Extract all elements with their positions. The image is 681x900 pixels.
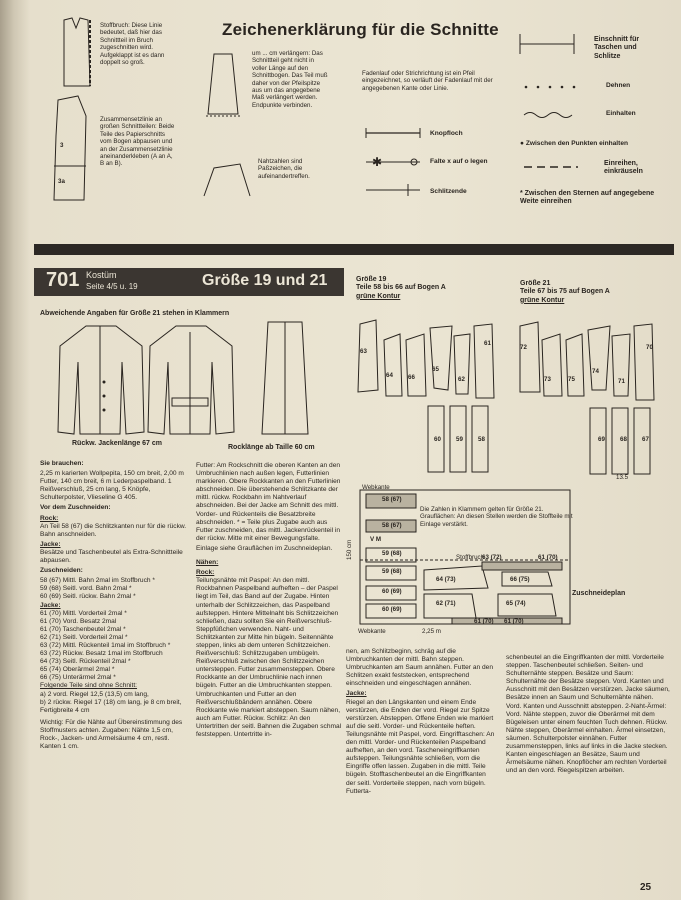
plan-piece: 59 (68) (382, 550, 402, 557)
s19-part-66: 66 (408, 374, 415, 381)
plan-width-label: 150 cm (346, 539, 353, 560)
plan-piece: 58 (67) (382, 522, 402, 529)
size19-block (356, 276, 506, 301)
size19-teile: Teile 58 bis 66 auf Bogen A (356, 284, 446, 292)
abweichend-text: Abweichende Angaben für Größe 21 stehen in Klammern (40, 310, 230, 317)
einschnitt-icon (518, 34, 578, 54)
list-item: 59 (68) Seitl. vord. Bahn 2mal * (40, 585, 132, 593)
rock-laenge: Rocklänge ab Taille 60 cm (228, 444, 315, 451)
s19-part-60: 60 (434, 436, 441, 443)
plan-piece: 66 (75) (510, 576, 530, 583)
plan-piece: 61 (70) (504, 618, 524, 625)
einreihen-label: Einreihen, einkräuseln (604, 160, 643, 176)
s21-measure: 13.5 (616, 474, 629, 481)
s19-part-59: 59 (456, 436, 463, 443)
brauchen-heading: Sie brauchen: (40, 460, 84, 467)
list-item: 61 (70) Mittl. Vorderteil 2mal * (40, 609, 127, 617)
schlitzende-icon (364, 184, 424, 196)
list-item: 61 (70) Vord. Besatz 2mal (40, 617, 117, 625)
size21-pattern-pieces (512, 320, 662, 480)
vor-zuschneiden-heading: Vor dem Zuschneiden: (40, 504, 111, 512)
list-item: 63 (72) Rückw. Besatz 1mal im Stoffbruch (40, 650, 163, 658)
nahtzahlen-text: Nahtzahlen sind Paßzeichen, die aufeinandertreffen. (258, 158, 310, 180)
s19-part-61: 61 (484, 340, 491, 347)
column-1 (40, 460, 190, 753)
zuschneiden-list (40, 577, 190, 715)
plan-piece: 63 (72) (482, 554, 502, 561)
list-item: Jacke: (40, 601, 61, 609)
skirt-sketch (258, 318, 318, 438)
s21-part-69: 69 (598, 436, 605, 443)
size19-title: Größe 19 (356, 276, 387, 283)
s19-part-58: 58 (478, 436, 485, 443)
plan-title: Zuschneideplan (572, 590, 626, 597)
model-groesse: Größe 19 und 21 (202, 272, 328, 289)
zusammensetz-text: Zusammensetzlinie an großen Schnittteilen: Beide Teile des Papierschnitts vom Bogen abpausen und an der Zusammensetzlinie aneinanderkleben (A an A, B an B). (100, 116, 175, 168)
brauchen-text: 2,25 m karierten Wollpepita, 150 cm breit, 2,00 m Futter, 140 cm breit, 6 m Lederpaspelband. 1 Reißverschluß, 25 cm lang, 5 Knöpfe, Schulterpolster, Vlieseline G 405. (40, 470, 184, 502)
webkante-top: Webkante (362, 484, 390, 491)
plan-piece: 58 (67) (382, 496, 402, 503)
plan-piece: 60 (69) (382, 588, 402, 595)
einschnitt-label: Einschnitt für Taschen und Schlitze (594, 36, 640, 60)
plan-note: Die Zahlen in Klammern gelten für Größe 21. Grauflächen: An diesen Stellen werden die Stoffteile mit Einlage verstärkt. (420, 506, 573, 528)
webkante-bottom: Webkante (358, 628, 386, 635)
column-4 (506, 654, 670, 777)
list-item: 60 (69) Seitl. rückw. Bahn 2mal * (40, 593, 136, 601)
s21-part-72: 72 (520, 344, 527, 351)
list-item: 58 (67) Mittl. Bahn 2mal im Stoffbruch * (40, 577, 155, 585)
size19-pattern-pieces (352, 320, 502, 480)
list-item: 65 (74) Oberärmel 2mal * (40, 666, 115, 674)
list-item: 62 (71) Seitl. Vorderteil 2mal * (40, 633, 128, 641)
size21-title: Größe 21 (520, 280, 551, 287)
s21-part-70: 70 (646, 344, 653, 351)
s19-part-62: 62 (458, 376, 465, 383)
list-item: Folgende Teile sind ohne Schnitt: (40, 682, 138, 690)
col2-text: Teilungsnähte mit Paspel: An den mittl. Rockbahnen Paspelband aufheften – der Paspel liegt im Teil, das Band auf der Zugabe. Hinten unterhalb der Schlitzzeichen, das Paspelband aufsteppen. Hintere Mittelnaht bis Schlitzzeichen schließen, dazu sollten Sie ein Reißverschluß-Steppfüßchen verwenden. Naht- und Schlitzkanten zur Mitte hin bügeln. Seitennähte steppen, links ab dem unteren Schlitzzeichen. Reißverschluß: Schlitzzugaben umbügeln. Reißverschluß zwischen den Schlitzzeichen untersteppen. Futter zusammensteppen. Obere Rockkante an der Umbruchlinie nach innen bügeln. Futter an die Umbruchkanten steppen. Umbruchkanten und Futter an den Reißverschlußbändern annähen. Obere Rockkante wie markiert absteppen. Saum nähen, auch am Futter. Rückw. Schlitz: An den Untertritten der seitl. Bahnen die Zugaben schmal feststeppen. Untertritte in- (196, 577, 342, 738)
column-3 (346, 648, 496, 798)
s21-part-68: 68 (620, 436, 627, 443)
falte-label: Falte x auf o legen (430, 158, 488, 165)
knopfloch-label: Knopfloch (430, 130, 463, 137)
s19-part-64: 64 (386, 372, 393, 379)
model-name: Kostüm (86, 270, 117, 280)
size19-kontur: grüne Kontur (356, 292, 401, 300)
futter-text: Futter: Am Rockschnitt die oberen Kanten an den Umbruchlinien nach außen legen, Futterlinien markieren. Obere Rockkanten an den Futterlinien abschneiden. Die überstehende Schlitzkante der mittl. rückw. Rockbahn im Nahtverlauf abschneiden. Bei der Jacke am Schnitt des mittl. Vorder- und Rückenteils die Besatzbreite abschneiden. * = Teile plus Zugabe auch aus Futter zuschneiden, das mittl. Jackenrückenteil in der rückw. Mitte mit einer Bewegungsfalte. (196, 462, 341, 542)
zwischen-punkten-label: ● Zwischen den Punkten einhalten (520, 140, 629, 147)
einhalten-icon (522, 110, 582, 120)
col1-jacke-text: Besätze und Taschenbeutel als Extra-Schnittteile abpausen. (40, 548, 183, 565)
s21-part-67: 67 (642, 436, 649, 443)
list-item: 61 (70) Taschenbeutel 2mal * (40, 625, 126, 633)
plan-piece: V M (370, 536, 382, 543)
dehnen-icon (522, 84, 582, 90)
falte-icon (364, 152, 424, 172)
size21-block (520, 280, 670, 305)
plan-piece: 64 (73) (436, 576, 456, 583)
einhalten-label: Einhalten (606, 110, 636, 117)
svg-text:✱: ✱ (372, 155, 383, 169)
fig-label-3: 3 (60, 142, 64, 149)
list-item: 63 (72) Mittl. Rückenteil 1mal im Stoffbruch * (40, 641, 171, 649)
col1-jacke-heading: Jacke: (40, 540, 61, 548)
col1-rock-heading: Rock: (40, 514, 59, 522)
knopfloch-icon (364, 128, 424, 138)
plan-piece: 65 (74) (506, 600, 526, 607)
s21-part-74: 74 (592, 368, 599, 375)
zuschneiden-heading: Zuschneiden: (40, 567, 83, 575)
col3-jacke-heading: Jacke: (346, 690, 367, 698)
list-item: 66 (75) Unterärmel 2mal * (40, 674, 116, 682)
s21-part-75: 75 (568, 376, 575, 383)
list-item: a) 2 vord. Riegel 12,5 (13,5) cm lang, (40, 690, 149, 698)
zusammensetz-figure (48, 96, 108, 206)
legend-title: Zeichenerklärung für die Schnitte (222, 20, 499, 39)
stoffbruch-text: Stoffbruch: Diese Linie bedeutet, daß hier das Schnittteil im Bruch zugeschnitten wird. Aufgeklappt ist es dann doppelt so groß. (100, 22, 165, 67)
schlitzende-label: Schlitzende (430, 188, 467, 195)
wichtig-text: Wichtig: Für die Nähte auf Übereinstimmung des Stoffmusters achten. Zugaben: Nähte 1,5 cm, Rock-, Jacken- und Armelsäume 4 cm, restl. Kanten 1 cm. (40, 718, 183, 751)
list-item: b) 2 rückw. Riegel 17 (18) cm lang, je 8 cm breit, Fertigbreite 4 cm (40, 698, 182, 714)
verlaengern-text: um ... cm verlängern: Das Schnittteil geht nicht in voller Länge auf den Schnittbogen. Das Teil muß daher von der Pfeilspitze aus um das angegebene Maß verlängert werden. Endpunkte verbinden. (252, 50, 328, 109)
jacke-laenge: Rückw. Jackenlänge 67 cm (72, 440, 163, 447)
model-header-bar (34, 268, 344, 296)
plan-stoffbruch: Stoffbruch (456, 554, 485, 561)
s21-part-73: 73 (544, 376, 551, 383)
s19-part-65: 65 (432, 366, 439, 373)
zwischen-sternen-label: * Zwischen den Sternen auf angegebene Weite einreihen (520, 190, 655, 206)
fadenlauf-text: Fadenlauf oder Strichrichtung ist ein Pfeil eingezeichnet, so verläuft der Fadenlauf mit der angegebenen Kante oder Linie. (362, 70, 493, 92)
header-separator-band (34, 244, 674, 255)
plan-piece: 61 (70) (538, 554, 558, 561)
jacket-sketch-front (56, 322, 146, 442)
s19-part-63: 63 (360, 348, 367, 355)
col1-rock-text: An Teil 58 (67) die Schlitzkanten nur für die rückw. Bahn anschneiden. (40, 522, 187, 538)
plan-piece: 59 (68) (382, 568, 402, 575)
fig-label-3a: 3a (58, 178, 65, 185)
column-2 (196, 462, 342, 741)
jacket-sketch-back (146, 322, 236, 442)
verlaengern-figure (200, 54, 250, 134)
plan-piece: 61 (70) (474, 618, 494, 625)
s21-part-71: 71 (618, 378, 625, 385)
einreihen-icon (522, 164, 582, 170)
naehen-heading: Nähen: (196, 559, 219, 567)
plan-length-label: 2,25 m (422, 628, 441, 635)
model-number: 701 (46, 269, 80, 291)
list-item: 64 (73) Seitl. Rückenteil 2mal * (40, 658, 131, 666)
dehnen-label: Dehnen (606, 82, 631, 89)
model-seite: Seite 4/5 u. 19 (86, 282, 138, 291)
size21-teile: Teile 67 bis 75 auf Bogen A (520, 288, 610, 296)
col3-text: nen, am Schlitzbeginn, schräg auf die Umbruchkanten der mittl. Bahn steppen. Umbruchkanten am Saum annähen. Futter an den Schlitzen exakt feststecken, entsprechend einschneiden und eingeschlagen annähen. (346, 648, 493, 688)
nahtzahlen-figure (200, 156, 260, 206)
page-number: 25 (640, 882, 652, 893)
einlage-text: Einlage siehe Grauflächen im Zuschneideplan. (196, 544, 333, 552)
col2-rock-heading: Rock: (196, 569, 215, 577)
size21-kontur: grüne Kontur (520, 296, 565, 304)
col4-text: schenbeutel an die Eingriffkanten der mittl. Vorderteile steppen. Taschenbeutel schließen. Seiten- und Schulternähte steppen. Besätze und Saum: Schulternähte der Besätze steppen. Vord. Kanten und Ausschnitt mit den Besätzen verstürzen. Jacke säumen, Besätze innen an Saum und Schulternähte nähen. Vord. Kanten und Ausschnitt absteppen. 2-Naht-Ärmel: Vord. Nähte steppen, zuvor die Oberärmel mit dem Bügeleisen unter einem feuchten Tuch dehnen. Rückw. Nähte steppen, Oberärmel einhalten. Ärmel einsetzen, säumen. Schulterpolster einnähen. Futter zusammensteppen, links auf links in die Jacke stecken. Kanten eingeschlagen an Besätze, Saum und Ärmelsäume nähen. Knopflöcher am rechten Vorderteil und an den vord. Riegelspitzen arbeiten. (506, 654, 670, 775)
plan-piece: 60 (69) (382, 606, 402, 613)
plan-piece: 62 (71) (436, 600, 456, 607)
col3-text2: Riegel an den Längskanten und einem Ende verstürzen, die Enden der vord. Riegel zur Spitze verstürzen. Absteppen. Offene Enden wie markiert auf die seitl. Vorder- und Rückenteile heften. Teilungsnähte mit Paspel, vord. Eingrifftaschen: An den mittl. Vorder- und Rückenteilen Paspelband aufheften, an den vord. Taschеneingriffkanten aufsteppen. Teilungsnähte schließen, vorn die Eingriffe offen lassen. Zugaben in die mittl. Teile bügeln. Stofftaschenbeutel an die Eingriffkanten der seitl. Vorderteile steppen, nach vorn bügeln. Futterta- (346, 698, 495, 795)
